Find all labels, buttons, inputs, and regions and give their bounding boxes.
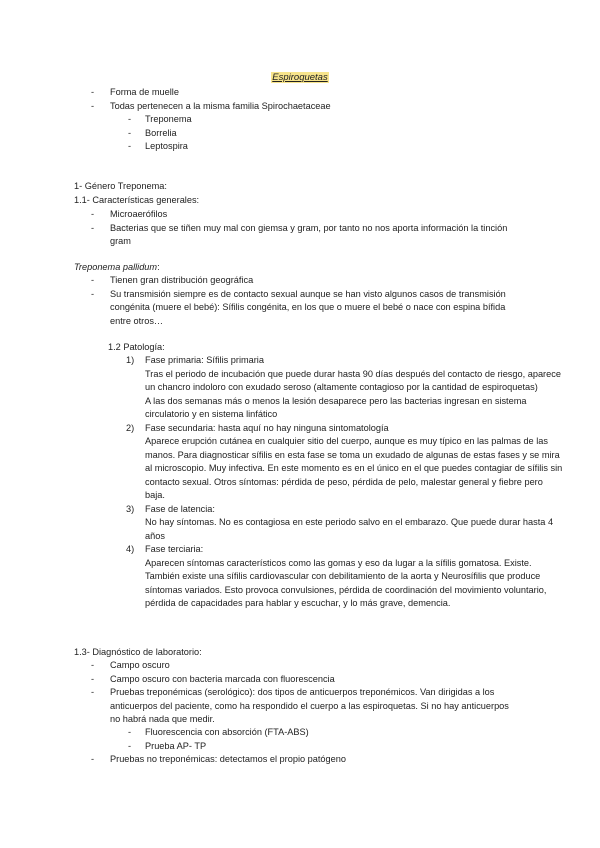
phases-list <box>0 354 565 611</box>
characteristics-list <box>0 208 520 249</box>
list-item: - Microaerófilos <box>0 208 520 222</box>
intro-list <box>0 86 520 113</box>
species-list <box>0 274 520 328</box>
phase-item: 4) Fase terciaria: Aparecen síntomas característicos como las gomas y eso da lugar a la sífilis gomatosa. Existe. También existe una sífilis cardiovascular con debilitamiento de la aorta y Neurosífilis que produce síntomas variados. Esto provoca convulsiones, pérdida de coordinación del movimiento voluntario, pérdida de capacidades para hablar y escuchar, y lo más grave, demencia. <box>126 544 547 608</box>
list-item: - Todas pertenecen a la misma familia Spirochaetaceae <box>0 100 520 114</box>
family-list <box>0 113 192 154</box>
list-item: - Prueba AP- TP <box>0 740 309 754</box>
subsection-heading: 1.2 Patología: <box>108 342 165 352</box>
phase-item: 1) Fase primaria: Sífilis primaria Tras el periodo de incubación que puede durar hasta 90 días después del contacto de riesgo, aparece un chancro indoloro con exudado seroso (altamente contagioso por la cantidad de espiroquetas) A las dos semanas más o menos la lesión desaparece pero las bacterias ingresan en sistema circulatorio y en sistema linfático <box>126 355 561 419</box>
treponemal-tests-list <box>0 726 309 753</box>
list-item: - Borrelia <box>0 127 192 141</box>
species-heading: Treponema pallidum: <box>74 262 160 272</box>
subsection-heading: 1.1- Características generales: <box>74 195 200 205</box>
list-item: - Tienen gran distribución geográfica <box>0 274 520 288</box>
list-item: - Su transmisión siempre es de contacto sexual aunque se han visto algunos casos de transmisión congénita (muere el bebé): Sífilis congénita, en los que o muere el bebé o nace con espina bífida entre otros… <box>0 288 520 329</box>
list-item: - Bacterias que se tiñen muy mal con giemsa y gram, por tanto no nos aporta información la tinción gram <box>0 222 520 249</box>
section-heading: 1- Género Treponema: <box>74 181 167 191</box>
list-item: - Forma de muelle <box>0 86 520 100</box>
list-item: - Pruebas treponémicas (serológico): dos tipos de anticuerpos treponémicos. Van dirigidas a los anticuerpos del paciente, como ha respondido el cuerpo a las espiroquetas. Si no hay anticuerpos no habrá nada que medir. <box>0 686 520 727</box>
list-item: - Campo oscuro <box>0 659 520 673</box>
list-item: - Leptospira <box>0 140 192 154</box>
diagnosis-list-end <box>0 753 520 767</box>
phase-item: 2) Fase secundaria: hasta aquí no hay ninguna sintomatología Aparece erupción cutánea en cualquier sitio del cuerpo, aunque es muy típico en las palmas de las manos. Para diagnosticar sífilis en esta fase se toma un exudado de algunas de estas fases y se mira al microscopio. Muy infectiva. En este momento es en el único en el que puedes contagiar de sífilis sin contacto sexual. Otros síntomas: pérdida de peso, pérdida de pelo, malestar general y fiebre pero baja. <box>126 422 563 500</box>
list-item: - Treponema <box>0 113 192 127</box>
list-item: - Fluorescencia con absorción (FTA-ABS) <box>0 726 309 740</box>
page-title: Espiroquetas <box>272 72 328 83</box>
subsection-heading: 1.3- Diagnóstico de laboratorio: <box>74 647 202 657</box>
phase-item: 3) Fase de latencia: No hay síntomas. No es contagiosa en este periodo salvo en el embarazo. Que puede durar hasta 4 años <box>126 503 554 541</box>
diagnosis-list <box>0 659 520 727</box>
list-item: - Campo oscuro con bacteria marcada con fluorescencia <box>0 673 520 687</box>
list-item: - Pruebas no treponémicas: detectamos el propio patógeno <box>0 753 520 767</box>
